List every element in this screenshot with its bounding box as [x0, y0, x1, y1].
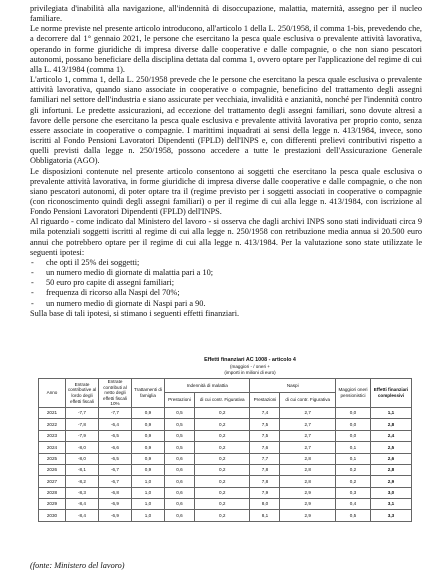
table-cell: 0,5	[336, 510, 371, 521]
table-cell: 2,7	[280, 419, 336, 430]
table-cell: 1,0	[132, 476, 165, 487]
table-cell: 0,3	[336, 487, 371, 498]
table-cell: 0,5	[165, 419, 195, 430]
assumptions-list	[30, 258, 422, 309]
paragraph-1: privilegiata d'inabilità alla navigazione, all'indennità di disoccupazione, malattia, maternità, assegno per il nucleo familiare.	[30, 4, 422, 24]
table-cell: 2,8	[280, 464, 336, 475]
table-cell: 2,6	[371, 453, 412, 464]
table-cell: 0,2	[194, 442, 250, 453]
table-cell: 0,6	[165, 453, 195, 464]
table-cell: 8,0	[250, 499, 280, 510]
table-cell: -7,8	[66, 419, 99, 430]
table-cell: -8,4	[66, 510, 99, 521]
table-cell: 0,2	[194, 499, 250, 510]
table-row	[39, 476, 412, 487]
header-effetti-complessivi: Effetti finanziari complessivi	[371, 379, 412, 408]
header-prestazioni-naspi: Prestazioni	[250, 393, 280, 407]
table-cell: 0,9	[132, 453, 165, 464]
table-cell: 7,9	[250, 487, 280, 498]
table-cell-year: 2029	[39, 499, 66, 510]
list-item: - frequenza di ricorso alla Naspi del 70%;	[30, 288, 422, 298]
source-note: (fonte: Ministero del lavoro)	[30, 561, 125, 570]
table-cell-year: 2024	[39, 442, 66, 453]
header-naspi: Naspi	[250, 379, 336, 393]
table-row	[39, 499, 412, 510]
table-cell: 0,2	[194, 419, 250, 430]
table-cell: 0,9	[132, 442, 165, 453]
table-cell: 0,1	[336, 453, 371, 464]
table-cell-year: 2023	[39, 430, 66, 441]
table-cell: 2,8	[280, 453, 336, 464]
table-title: Effetti finanziari AC 1008 - articolo 4	[204, 357, 296, 363]
table-row	[39, 407, 412, 418]
table-cell: 0,2	[194, 510, 250, 521]
table-cell-year: 2030	[39, 510, 66, 521]
table-cell: -8,0	[66, 453, 99, 464]
table-cell: 7,8	[250, 464, 280, 475]
header-prestazioni-malattia: Prestazioni	[165, 393, 195, 407]
table-cell: -6,7	[99, 476, 132, 487]
table-cell: -6,7	[99, 464, 132, 475]
table-cell: 7,5	[250, 419, 280, 430]
table-cell-year: 2025	[39, 453, 66, 464]
header-entrate-netto: Entrate contributi al netto degli effetti fiscali 10%	[99, 379, 132, 408]
table-cell: 1,0	[132, 510, 165, 521]
table-cell: 0,9	[132, 430, 165, 441]
table-body	[39, 407, 412, 521]
table-cell: 0,1	[336, 442, 371, 453]
header-anno: Anno	[39, 379, 66, 408]
table-cell: 2,9	[280, 510, 336, 521]
table-cell: -6,5	[99, 430, 132, 441]
table-cell: -8,4	[66, 499, 99, 510]
table-cell: 0,6	[165, 476, 195, 487]
table-cell: 2,7	[280, 407, 336, 418]
table-cell: -6,4	[99, 419, 132, 430]
table-cell: -6,9	[99, 499, 132, 510]
table-cell: 0,2	[194, 430, 250, 441]
table-cell: 0,4	[336, 499, 371, 510]
table-row	[39, 464, 412, 475]
table-cell: -6,9	[99, 510, 132, 521]
table-cell: 0,2	[194, 407, 250, 418]
table-cell: 3,0	[371, 487, 412, 498]
table-cell: 2,8	[280, 476, 336, 487]
table-cell: 2,7	[280, 430, 336, 441]
table-row	[39, 419, 412, 430]
table-cell-year: 2027	[39, 476, 66, 487]
table-cell: 2,5	[371, 442, 412, 453]
header-entrate-lordo: Entrate contributive al lordo degli effetti fiscali	[66, 379, 99, 408]
table-cell: 7,7	[250, 453, 280, 464]
financial-effects-table-block	[38, 357, 412, 522]
table-cell: 0,2	[194, 453, 250, 464]
table-cell: 7,6	[250, 442, 280, 453]
table-cell: 0,2	[194, 487, 250, 498]
table-cell: 2,8	[371, 419, 412, 430]
header-figurativa-malattia: di cui contr. Figurativa	[194, 393, 250, 407]
table-cell: 1,0	[132, 487, 165, 498]
table-cell: -7,7	[99, 407, 132, 418]
table-cell: 2,7	[280, 442, 336, 453]
table-cell: 2,9	[280, 487, 336, 498]
header-maggiori-oneri: Maggiori oneri pensionistici	[336, 379, 371, 408]
table-cell: -7,9	[66, 430, 99, 441]
list-item: - che opti il 25% dei soggetti;	[30, 258, 422, 268]
table-cell: 0,0	[336, 419, 371, 430]
table-cell: 2,9	[280, 499, 336, 510]
financial-effects-table	[38, 378, 412, 522]
table-row	[39, 487, 412, 498]
table-cell: 2,9	[371, 476, 412, 487]
table-subtitle-1: (maggiori - / oneri +	[230, 364, 270, 369]
table-cell: -6,5	[99, 453, 132, 464]
table-cell: 7,5	[250, 430, 280, 441]
table-cell: 0,9	[132, 407, 165, 418]
table-cell: 7,8	[250, 476, 280, 487]
table-cell: 2,4	[371, 430, 412, 441]
table-cell: -6,8	[99, 487, 132, 498]
paragraph-3: L'articolo 1, comma 1, della L. 250/1958 prevede che le persone che esercitano la pesca quale esclusiva o prevalente attività lavorativa, quando siano associate in cooperative o compagnie, beneficino del trattamento degli assegni familiari nel settore dell'industria e siano assicurate per vecchiaia, invalidità e anzianità, nonché per l'indennità contro gli infortuni. Le predette assicurazioni, ad eccezione del trattamento degli assegni familiari, sono dovute altresì a favore delle persone che esercitano la pesca quale esclusiva e prevalente attività lavorativa per proprio conto, senza essere associate in cooperative o compagnie. I marittimi inquadrati ai sensi della legge n. 413/1984, invece, sono iscritti al Fondo Pensioni Lavoratori Dipendenti (FPLD) dell'INPS e, con differenti prelievi contributivi rispetto a quelli previsti dalla legge n. 250/1958, possono accedere a tutte le prestazioni dell'Assicurazione Generale Obbligatoria (AGO).	[30, 75, 422, 166]
table-cell: 0,6	[165, 510, 195, 521]
table-cell-year: 2028	[39, 487, 66, 498]
table-cell: -8,2	[66, 476, 99, 487]
table-cell: 0,6	[165, 499, 195, 510]
table-cell: 0,2	[336, 464, 371, 475]
table-cell: -6,6	[99, 442, 132, 453]
table-cell: 7,4	[250, 407, 280, 418]
table-cell: 0,5	[165, 407, 195, 418]
table-cell: 1,0	[132, 499, 165, 510]
table-cell: 0,0	[336, 407, 371, 418]
table-row	[39, 453, 412, 464]
table-cell-year: 2026	[39, 464, 66, 475]
table-cell: -8,1	[66, 464, 99, 475]
paragraph-5: Al riguardo - come indicato dal Ministero del lavoro - si osserva che dagli archivi INPS sono stati individuati circa 9 mila potenziali soggetti iscritti al regime di cui alla legge n. 250/1958 con retribuzione media annua si 20.500 euro annui che potrebbero optare per il regime di cui alla legge n. 413/1984. Per la valutazione sono state utilizzate le seguenti ipotesi:	[30, 217, 422, 257]
table-subtitle-2: (importi in milioni di euro)	[224, 370, 276, 375]
table-cell: 0,9	[132, 419, 165, 430]
table-cell: 0,6	[165, 487, 195, 498]
paragraph-2: Le norme previste nel presente articolo introducono, all'articolo 1 della L. 250/1958, il comma 1-bis, prevedendo che, a decorrere dal 1° gennaio 2021, le persone che esercitano la pesca quale esclusiva o prevalente attività lavorativa, operando in forme giuridiche di impresa diverse dalle cooperative e dalle compagnie, o che non siano pescatori autonomi, possano beneficiare della disciplina dettata dal comma 1, ovvero optare per l'applicazione del regime di cui alla L. 413/1984 (comma 1).	[30, 24, 422, 74]
table-cell: -8,3	[66, 487, 99, 498]
header-figurativa-naspi: di cui contr. Figurativa	[280, 393, 336, 407]
table-cell: 0,2	[194, 476, 250, 487]
table-cell: -8,0	[66, 442, 99, 453]
list-item: - un numero medio di giornate di malattia pari a 10;	[30, 268, 422, 278]
table-cell: -7,7	[66, 407, 99, 418]
table-cell: 0,5	[165, 430, 195, 441]
table-row	[39, 430, 412, 441]
table-row	[39, 442, 412, 453]
list-item: - un numero medio di giornate di Naspi pari a 90.	[30, 299, 422, 309]
table-cell-year: 2021	[39, 407, 66, 418]
table-cell: 0,5	[165, 442, 195, 453]
table-cell: 0,9	[132, 464, 165, 475]
list-item: - 50 euro pro capite di assegni familiari;	[30, 278, 422, 288]
table-cell: 2,8	[371, 464, 412, 475]
table-cell: 1,1	[371, 407, 412, 418]
paragraph-4: Le disposizioni contenute nel presente articolo consentono ai soggetti che esercitano la pesca quale esclusiva o prevalente attività lavorativa, in forme giuridiche di impresa diverse dalle cooperative e dalle compagnie, o che non siano pescatori autonomi, di poter optare tra il (regime previsto per i soggetti associati in cooperative o compagnie (con riconoscimento quindi degli assegni familiari) o per il regime di cui alla legge n. 413/1984, con iscrizione al Fondo Pensioni Lavoratori Dipendenti (FPLD) dell'INPS.	[30, 166, 422, 217]
table-cell: 0,2	[194, 464, 250, 475]
table-cell: 3,1	[371, 499, 412, 510]
table-cell: 3,3	[371, 510, 412, 521]
document-body	[30, 4, 422, 319]
table-cell: 0,2	[336, 476, 371, 487]
closing-sentence: Sulla base di tali ipotesi, si stimano i seguenti effetti finanziari.	[30, 308, 240, 318]
table-cell: 0,6	[165, 464, 195, 475]
header-trattamenti: Trattamenti di famiglia	[132, 379, 165, 408]
table-cell: 0,0	[336, 430, 371, 441]
table-cell-year: 2022	[39, 419, 66, 430]
table-cell: 8,1	[250, 510, 280, 521]
header-malattia: Indennità di malattia	[165, 379, 250, 393]
table-row	[39, 510, 412, 521]
